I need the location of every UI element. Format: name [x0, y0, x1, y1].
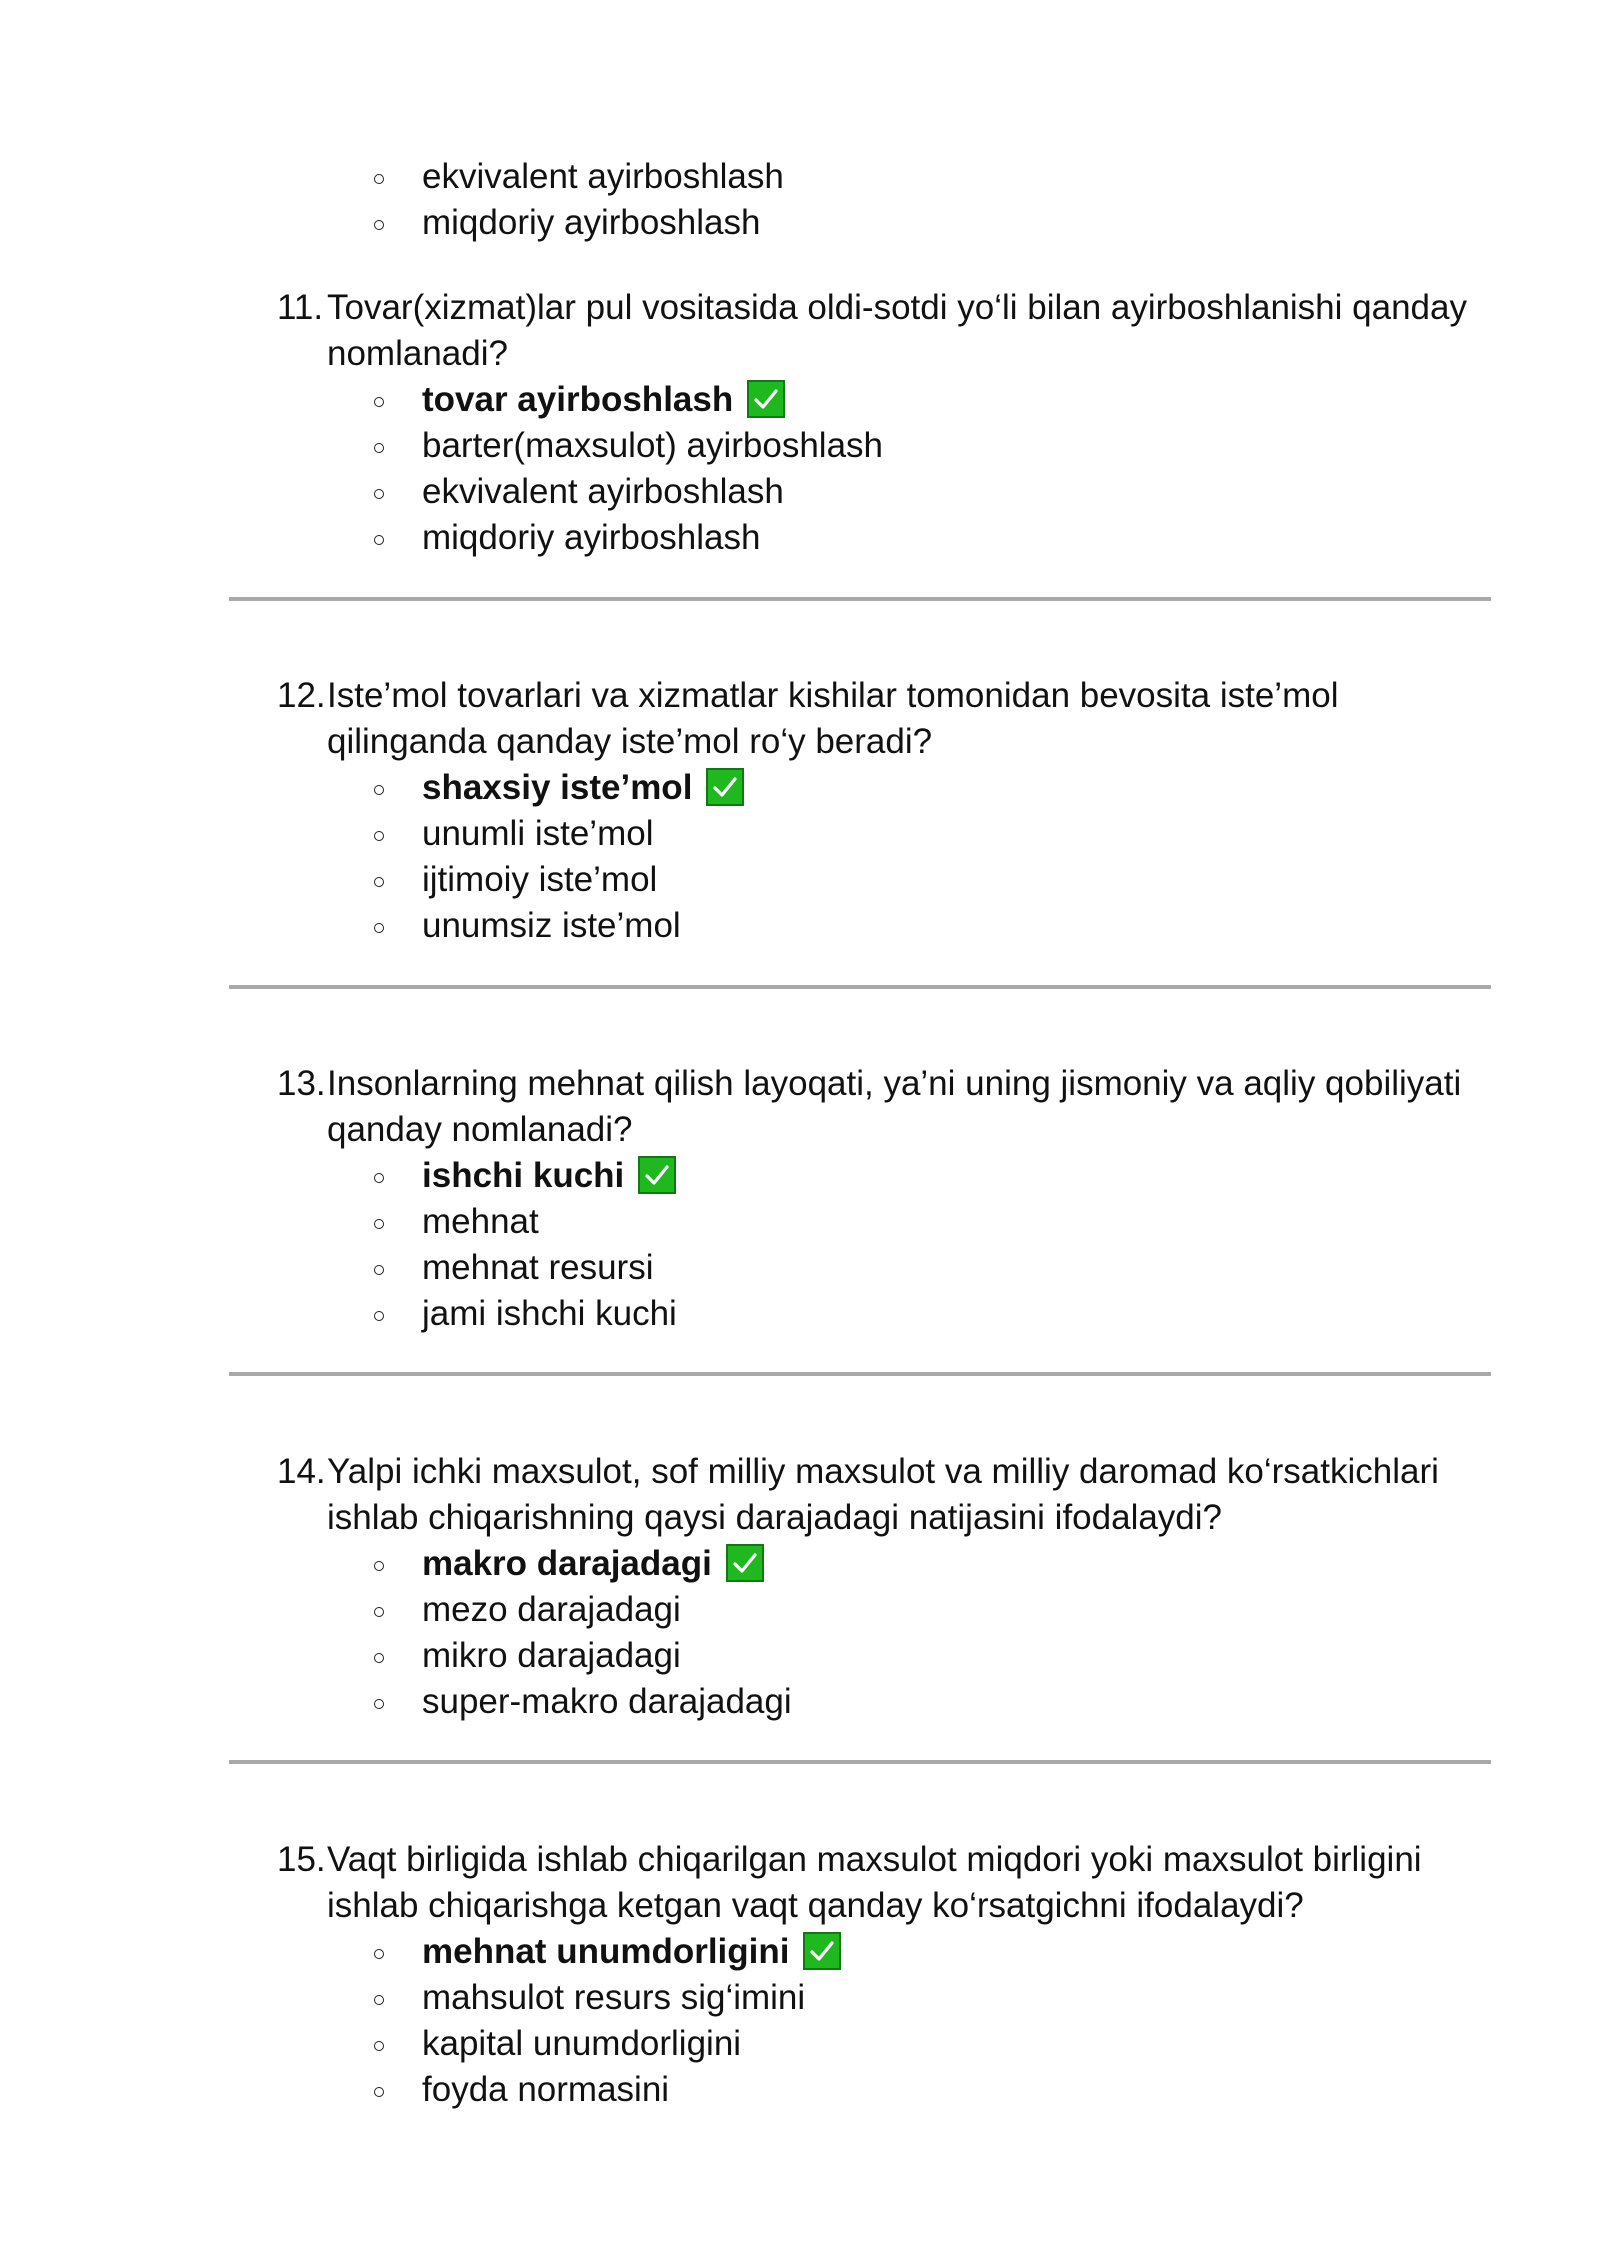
section-divider	[229, 985, 1491, 989]
option-item	[0, 423, 1600, 469]
option-text: miqdoriy ayirboshlash	[422, 203, 761, 242]
option-text: unumsiz iste’mol	[422, 906, 681, 945]
hollow-circle-bullet-icon	[374, 2041, 384, 2051]
option-item	[0, 2067, 1600, 2113]
option-text: jami ishchi kuchi	[422, 1294, 677, 1333]
question-number: 11.	[277, 288, 324, 327]
option-text: mikro darajadagi	[422, 1636, 681, 1675]
option-item-correct	[0, 1153, 1600, 1199]
question-text-line-1: Insonlarning mehnat qilish layoqati, ya’ni uning jismoniy va aqliy qobiliyati	[327, 1064, 1462, 1103]
hollow-circle-bullet-icon	[374, 1949, 384, 1959]
option-item	[0, 1199, 1600, 1245]
green-checkmark-icon	[726, 1544, 764, 1582]
question-text-line-1: Tovar(xizmat)lar pul vositasida oldi-sotdi yo‘li bilan ayirboshlanishi qanday	[327, 288, 1467, 327]
question-text-line-2: qilinganda qanday iste’mol ro‘y beradi?	[327, 722, 933, 761]
hollow-circle-bullet-icon	[374, 1311, 384, 1321]
option-item	[0, 1633, 1600, 1679]
option-item-correct	[0, 1929, 1600, 1975]
hollow-circle-bullet-icon	[374, 443, 384, 453]
question-10-options-continued	[0, 154, 1600, 246]
hollow-circle-bullet-icon	[374, 1173, 384, 1183]
question-text-line-2: qanday nomlanadi?	[327, 1110, 633, 1149]
hollow-circle-bullet-icon	[374, 1265, 384, 1275]
question-number: 13.	[277, 1064, 326, 1103]
question-text-line-2: ishlab chiqarishga ketgan vaqt qanday ko‘rsatgichni ifodalaydi?	[327, 1886, 1304, 1925]
option-item	[0, 1679, 1600, 1725]
green-checkmark-icon	[706, 768, 744, 806]
question-text-line-1: Yalpi ichki maxsulot, sof milliy maxsulot va milliy daromad ko‘rsatkichlari	[327, 1452, 1439, 1491]
option-item	[0, 1291, 1600, 1337]
option-item	[0, 1245, 1600, 1291]
hollow-circle-bullet-icon	[374, 1995, 384, 2005]
option-item	[0, 2021, 1600, 2067]
question-text-line-1: Vaqt birligida ishlab chiqarilgan maxsulot miqdori yoki maxsulot birligini	[327, 1840, 1422, 1879]
question-number: 15.	[277, 1840, 326, 1879]
option-text: ekvivalent ayirboshlash	[422, 472, 784, 511]
hollow-circle-bullet-icon	[374, 923, 384, 933]
question-14-options	[0, 1541, 1600, 1725]
option-item	[0, 857, 1600, 903]
option-text: ishchi kuchi	[422, 1156, 625, 1195]
hollow-circle-bullet-icon	[374, 489, 384, 499]
option-item-correct	[0, 1541, 1600, 1587]
option-text: mehnat	[422, 1202, 539, 1241]
hollow-circle-bullet-icon	[374, 1653, 384, 1663]
option-text: ekvivalent ayirboshlash	[422, 157, 784, 196]
option-item	[0, 1587, 1600, 1633]
hollow-circle-bullet-icon	[374, 877, 384, 887]
option-item	[0, 515, 1600, 561]
option-text: mahsulot resurs sig‘imini	[422, 1978, 806, 2017]
hollow-circle-bullet-icon	[374, 1219, 384, 1229]
option-text: super-makro darajadagi	[422, 1682, 792, 1721]
option-text: barter(maxsulot) ayirboshlash	[422, 426, 884, 465]
option-item-correct	[0, 765, 1600, 811]
hollow-circle-bullet-icon	[374, 831, 384, 841]
question-number: 14.	[277, 1452, 326, 1491]
option-item	[0, 811, 1600, 857]
green-checkmark-icon	[803, 1932, 841, 1970]
section-divider	[229, 597, 1491, 601]
option-item-correct	[0, 377, 1600, 423]
question-11-options	[0, 377, 1600, 561]
option-item	[0, 154, 1600, 200]
hollow-circle-bullet-icon	[374, 220, 384, 230]
option-text: mehnat resursi	[422, 1248, 654, 1287]
option-item	[0, 469, 1600, 515]
question-12-options	[0, 765, 1600, 949]
hollow-circle-bullet-icon	[374, 1607, 384, 1617]
hollow-circle-bullet-icon	[374, 1699, 384, 1709]
option-text: shaxsiy iste’mol	[422, 768, 693, 807]
option-text: makro darajadagi	[422, 1544, 712, 1583]
green-checkmark-icon	[638, 1156, 676, 1194]
option-item	[0, 903, 1600, 949]
option-text: miqdoriy ayirboshlash	[422, 518, 761, 557]
hollow-circle-bullet-icon	[374, 397, 384, 407]
question-number: 12.	[277, 676, 326, 715]
option-text: mehnat unumdorligini	[422, 1932, 790, 1971]
option-text: ijtimoiy iste’mol	[422, 860, 658, 899]
question-text-line-2: ishlab chiqarishning qaysi darajadagi natijasini ifodalaydi?	[327, 1498, 1223, 1537]
green-checkmark-icon	[747, 380, 785, 418]
question-13-options	[0, 1153, 1600, 1337]
option-text: unumli iste’mol	[422, 814, 654, 853]
hollow-circle-bullet-icon	[374, 2087, 384, 2097]
option-item	[0, 1975, 1600, 2021]
question-text-line-1: Iste’mol tovarlari va xizmatlar kishilar tomonidan bevosita iste’mol	[327, 676, 1339, 715]
option-text: tovar ayirboshlash	[422, 380, 734, 419]
hollow-circle-bullet-icon	[374, 535, 384, 545]
question-15-options	[0, 1929, 1600, 2113]
option-item	[0, 200, 1600, 246]
hollow-circle-bullet-icon	[374, 785, 384, 795]
hollow-circle-bullet-icon	[374, 174, 384, 184]
section-divider	[229, 1760, 1491, 1764]
option-text: kapital unumdorligini	[422, 2024, 742, 2063]
section-divider	[229, 1372, 1491, 1376]
hollow-circle-bullet-icon	[374, 1561, 384, 1571]
option-text: foyda normasini	[422, 2070, 670, 2109]
option-text: mezo darajadagi	[422, 1590, 681, 1629]
question-text-line-2: nomlanadi?	[327, 334, 508, 373]
